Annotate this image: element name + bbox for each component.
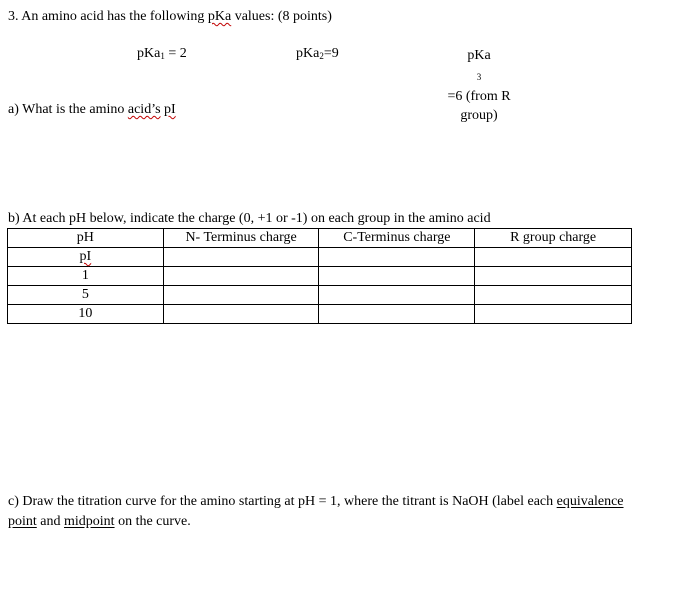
- pka2-value: [296, 46, 339, 62]
- cell-r-group[interactable]: [475, 267, 632, 286]
- cell-c-terminus[interactable]: [319, 267, 475, 286]
- cell-r-group[interactable]: [475, 248, 632, 267]
- row-ph-value: 5: [8, 286, 164, 305]
- cell-n-terminus[interactable]: [163, 286, 319, 305]
- pka2-label: pKa: [296, 46, 320, 61]
- row-ph-pi: [8, 248, 164, 267]
- pka1-number: = 2: [164, 46, 187, 61]
- part-a-word-acids: acid’s: [127, 102, 161, 117]
- pka3-label: pKa: [467, 48, 491, 63]
- charge-table-header-row: [8, 229, 632, 248]
- charge-table: [7, 228, 632, 324]
- pka3-subscript: 3: [476, 72, 482, 82]
- part-c-end: on the curve.: [114, 514, 191, 529]
- pka1-value: [137, 46, 187, 62]
- row-ph-value: 1: [8, 267, 164, 286]
- pka3-line2: group): [460, 108, 498, 123]
- question-title: [8, 9, 332, 25]
- cell-c-terminus[interactable]: [319, 305, 475, 324]
- pka2-number: =9: [323, 46, 339, 61]
- pka3-line1: [424, 46, 534, 106]
- pka1-subscript: 1: [160, 51, 165, 61]
- part-b-question: b) At each pH below, indicate the charge (0, +1 or -1) on each group in the amino acid: [8, 211, 491, 226]
- part-c-and: and: [36, 514, 64, 529]
- part-c-midpoint: midpoint: [64, 514, 115, 529]
- table-row: [8, 286, 632, 305]
- cell-n-terminus[interactable]: [163, 305, 319, 324]
- pka1-label: pKa: [137, 46, 161, 61]
- cell-n-terminus[interactable]: [163, 267, 319, 286]
- cell-r-group[interactable]: [475, 286, 632, 305]
- row-ph-value: 10: [8, 305, 164, 324]
- part-c-line1: c) Draw the titration curve for the amino starting at pH = 1, where the titrant is NaOH (label each: [8, 494, 554, 509]
- part-c-question: [8, 492, 648, 532]
- pka3-value: [424, 46, 534, 125]
- table-row: [8, 305, 632, 324]
- cell-c-terminus[interactable]: [319, 286, 475, 305]
- cell-r-group[interactable]: [475, 305, 632, 324]
- part-a-word-pi: pI: [164, 102, 176, 117]
- part-c-equivalence-point: equivalence point: [8, 494, 624, 529]
- table-row: [8, 248, 632, 267]
- cell-n-terminus[interactable]: [163, 248, 319, 267]
- pka3-number: =6 (from R: [447, 89, 511, 104]
- question-title-suffix: values: (8 points): [231, 9, 332, 24]
- table-row: [8, 267, 632, 286]
- pka2-subscript: 2: [319, 51, 324, 61]
- part-a-prefix: a) What is the amino: [8, 102, 128, 117]
- header-c-terminus: C-Terminus charge: [319, 229, 475, 248]
- question-title-prefix: 3. An amino acid has the following: [8, 9, 208, 24]
- header-n-terminus: N- Terminus charge: [163, 229, 319, 248]
- header-ph: pH: [8, 229, 164, 248]
- part-a-question: [8, 102, 176, 118]
- question-title-pka-word: pKa: [207, 9, 232, 24]
- cell-c-terminus[interactable]: [319, 248, 475, 267]
- row-ph-pi-text: pI: [79, 249, 92, 264]
- header-r-group: R group charge: [475, 229, 632, 248]
